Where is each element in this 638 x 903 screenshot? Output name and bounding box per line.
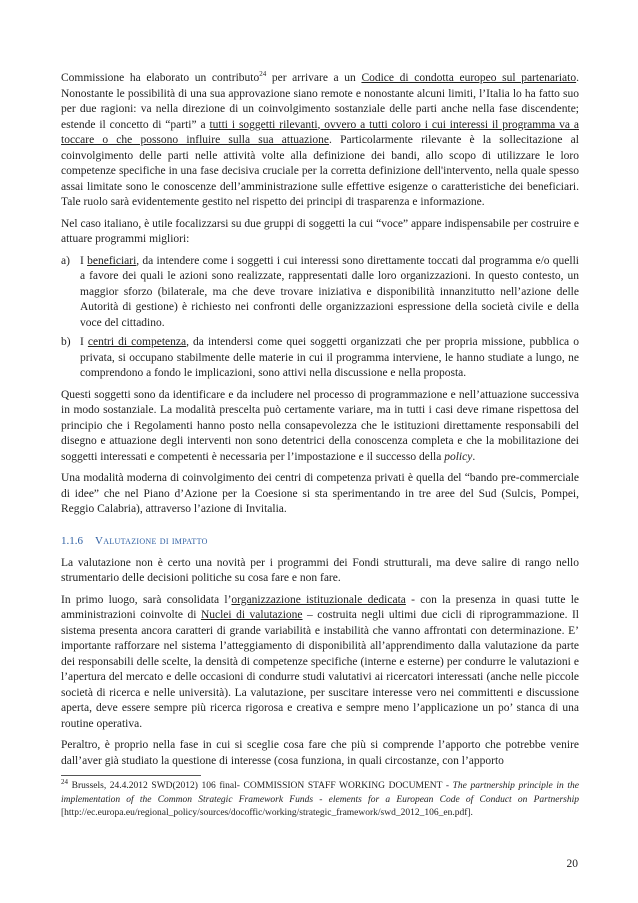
section-number: 1.1.6 (61, 534, 83, 547)
paragraph-evaluation-intro: La valutazione non è certo una novità per i programmi dei Fondi strutturali, ma deve salire di rango nello strumentario delle decisioni politiche su cosa fare e non fare. (61, 556, 579, 584)
list-item-text: I centri di competenza, da intendersi come quei soggetti organizzati che per propria missione, pubblica o privata, si occupano stabilmente delle materie in cui il programma interviene, le hanno studiate a lungo, ne comprendono a fondo le implicazioni, sono attivi nella discussione e nella proposta. (80, 336, 579, 379)
list-marker: b) (61, 336, 71, 348)
document-page (61, 71, 579, 821)
footnote-reference: 24 (259, 70, 267, 79)
underlined-phrase: beneficiari (87, 254, 137, 267)
list-item (61, 335, 579, 382)
footnote-separator (61, 775, 201, 776)
paragraph-partnership-code: Commissione ha elaborato un contributo$^{24}$ per arrivare a un Codice di condotta europeo sul partenariato. Nonostante le possibilità di una sua approvazione siano remote e nonostante alcuni limiti, l’Italia lo ha fatto suo per due ragioni: va nella direzione di un coinvolgimento sostanziale delle parti anche nella fase discendente; estende il concetto di “parti” a tutti i soggetti rilevanti, ovvero a tutti coloro i cui interessi il programma va a toccare o che possono influire sulla sua attuazione. Particolarmente rilevante è la sollecitazione al coinvolgimento delle parti nelle attività volte alla definizione dei bandi, allo scopo di utilizzare le loro competenze specifiche in una fase decisiva cruciale per la corretta definizione dell'intervento, nella quale spesso assai limitate sono le conoscenze dell’amministrazione sulle effettive esigenze o caratteristiche dei beneficiari. Tale ruolo sarà evidentemente gestito nel rispetto dei principi di trasparenza e informazione. (61, 70, 579, 208)
paragraph-italian-case: Nel caso italiano, è utile focalizzarsi su due gruppi di soggetti la cui “voce” appare indispensabile per costruire e attuare programmi migliori: (61, 217, 579, 245)
page-number: 20 (566, 858, 578, 870)
underlined-phrase: centri di competenza (87, 336, 187, 348)
footnote: $^{24}$ Brussels, 24.4.2012 SWD(2012) 106 final- COMMISSION STAFF WORKING DOCUMENT - The partnership principle in the implementation of the Common Strategic Framework Funds - elements for a European Code of Conduct on Partnership [http://ec.europa.eu/regional_policy/sources/docoffic/working/strategic_framework/swd_2012_106_en.pdf]. (61, 777, 579, 818)
paragraph-evaluation-choice: Peraltro, è proprio nella fase in cui si sceglie cosa fare che più si comprende l’apporto che potrebbe venire dall’aver già studiato la questione di interesse (cosa funziona, in quali circostanze, con l’apporto (61, 739, 579, 767)
paragraph-pre-commercial-call: Una modalità moderna di coinvolgimento dei centri di competenza privati è quella del “bando pre-commerciale di idee” che nel Piano d’Azione per la Coesione si sta sperimentando in tre aree del Sud (Sulcis, Pompei, Reggio Calabria), attraverso l’azione di Invitalia. (61, 472, 579, 515)
section-heading (61, 534, 579, 548)
section-title: Valutazione di impatto (95, 534, 208, 547)
list-item (61, 254, 579, 332)
underlined-phrase: tutti i soggetti rilevanti, ovvero a tutti coloro i cui interessi il programma va a toccare o che possono influire sulla sua attuazione (61, 118, 579, 146)
paragraph-stakeholder-inclusion: Questi soggetti sono da identificare e da includere nel processo di programmazione e nell’attuazione successiva in modo sostanziale. La modalità prescelta può certamente variare, ma in tutti i casi deve rimane rispettosa del principio che i Regolamenti hanno posto nella consapevolezza che le istituzioni direttamente responsabili del disegno e attuazione degli interventi non sono detentrici della conoscenza completa e che la mobilitazione dei soggetti interessati e competenti è necessaria per l’impostazione e il successo della policy. (61, 388, 579, 463)
paragraph-evaluation-organization: In primo luogo, sarà consolidata l’organizzazione istituzionale dedicata - con la presenza in quasi tutte le amministrazioni coinvolte di Nuclei di valutazione – costruita negli ultimi due cicli di riprogrammazione. Il sistema presenta ancora caratteri di grande variabilità e instabilità che vanno affrontati con determinazione. E’ importante rafforzare nel sistema l’atteggiamento di disponibilità all’apprendimento dalla valutazione da parte dei responsabili delle scelte, la densità di competenze specifiche (interne e esterne) per condurre le valutazioni e l’apertura del mercato e delle occasioni di condurre studi valutativi ai ricercatori interessati (anche nelle piccole società di ricerca e nelle università). La valutazione, per suscitare interesse vero nei committenti e discussione aperta, deve essere sempre più ricerca rigorosa e creativa e sempre meno l’applicazione un po’ stanca di una routine operativa. (61, 593, 580, 730)
italic-title: The partnership principle in the implementation of the Common Strategic Framework Funds - elements for a European Code of Conduct on Partnership (61, 781, 579, 805)
list-marker: a) (61, 254, 70, 267)
underlined-phrase: Nuclei di valutazione (200, 609, 303, 621)
underlined-phrase: Codice di condotta europeo sul partenariato (361, 72, 577, 84)
stakeholder-list (61, 254, 579, 382)
underlined-phrase: organizzazione istituzionale dedicata (231, 593, 406, 606)
italic-term: policy (444, 450, 473, 463)
list-item-text: I beneficiari, da intendere come i soggetti i cui interessi sono direttamente toccati dal programma e/o quelli a favore dei quali le azioni sono realizzate, rappresentati dalle loro organizzazioni. In questo contesto, un maggior sforzo (bilaterale, ma che deve trovare iniziativa e disponibilità innanzitutto nell’azione delle Autorità di gestione) è richiesto nei confronti delle organizzazioni espressione della società civile e della voce del cittadino. (80, 254, 579, 329)
footnote-number: 24 (61, 777, 68, 786)
